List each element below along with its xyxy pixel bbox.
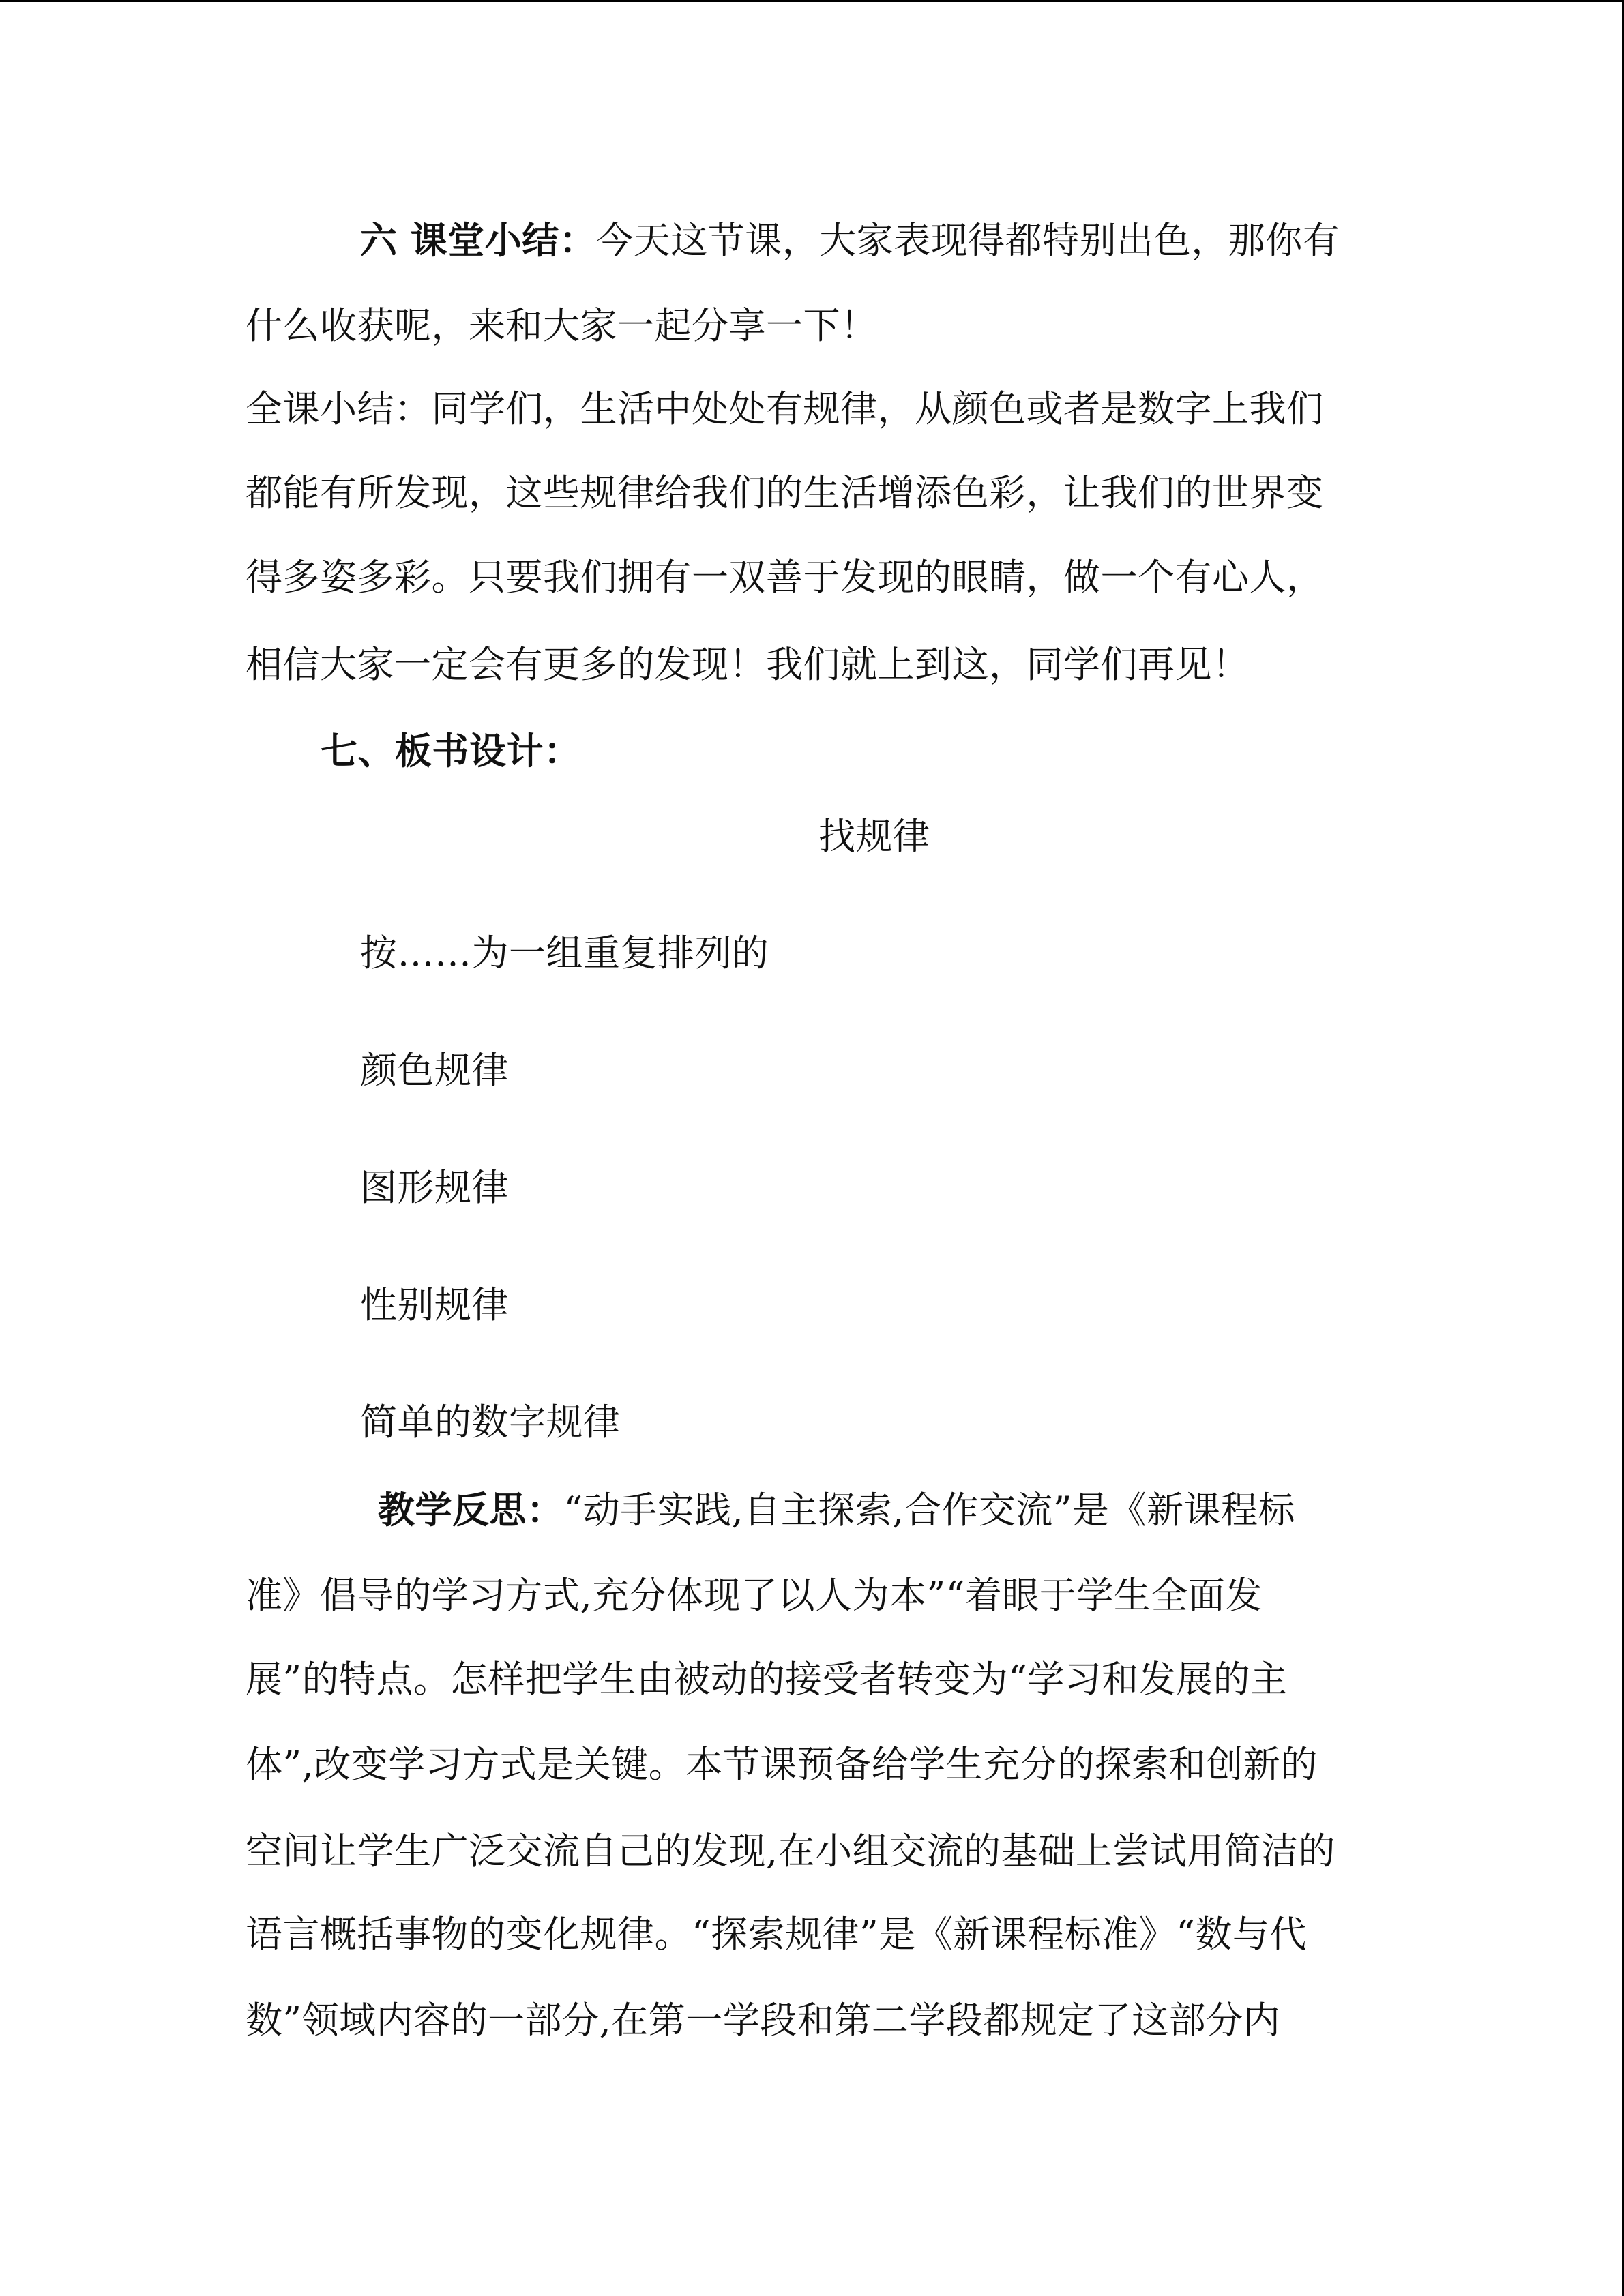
reflection-line-4: 体”,改变学习方式是关键。本节课预备给学生充分的探索和创新的: [246, 1743, 1318, 1786]
page-border-top: [0, 0, 1624, 2]
reflection-line-5: 空间让学生广泛交流自己的发现,在小组交流的基础上尝试用简洁的: [246, 1830, 1336, 1873]
board-item-3: 图形规律: [360, 1166, 509, 1209]
section6-line2: 什么收获呢，来和大家一起分享一下！: [246, 304, 878, 347]
summary-line-3: 得多姿多彩。只要我们拥有一双善于发现的眼睛，做一个有心人，: [246, 556, 1324, 599]
section7-heading: 七、板书设计：: [321, 730, 581, 773]
reflection-line-7: 数”领域内容的一部分,在第一学段和第二学段都规定了这部分内: [246, 1999, 1281, 2042]
summary-line-4: 相信大家一定会有更多的发现！我们就上到这，同学们再见！: [246, 643, 1250, 686]
board-item-1: 按……为一组重复排列的: [360, 931, 769, 974]
reflection-line-2: 准》倡导的学习方式,充分体现了以人为本”“着眼于学生全面发: [246, 1574, 1263, 1617]
board-item-5: 简单的数字规律: [360, 1401, 621, 1444]
summary-line-2: 都能有所发现，这些规律给我们的生活增添色彩，让我们的世界变: [246, 471, 1324, 514]
reflection-line1: [378, 1487, 1295, 1534]
reflection-line1-text: “动手实践,自主探索,合作交流”是《新课程标: [563, 1489, 1296, 1532]
section6-line1-text: 今天这节课，大家表现得都特别出色，那你有: [596, 219, 1340, 262]
reflection-line-3: 展”的特点。怎样把学生由被动的接受者转变为“学习和发展的主: [246, 1658, 1288, 1701]
section6-heading: 六 课堂小结：: [360, 219, 597, 262]
reflection-line-6: 语言概括事物的变化规律。“探索规律”是《新课程标准》“数与代: [246, 1913, 1307, 1956]
board-item-2: 颜色规律: [360, 1049, 509, 1092]
board-item-4: 性别规律: [360, 1283, 509, 1326]
reflection-heading: 教学反思：: [378, 1489, 564, 1532]
board-title: 找规律: [818, 815, 930, 858]
summary-line-1: 全课小结：同学们，生活中处处有规律，从颜色或者是数字上我们: [246, 387, 1324, 430]
section6-line1: [360, 217, 1340, 265]
